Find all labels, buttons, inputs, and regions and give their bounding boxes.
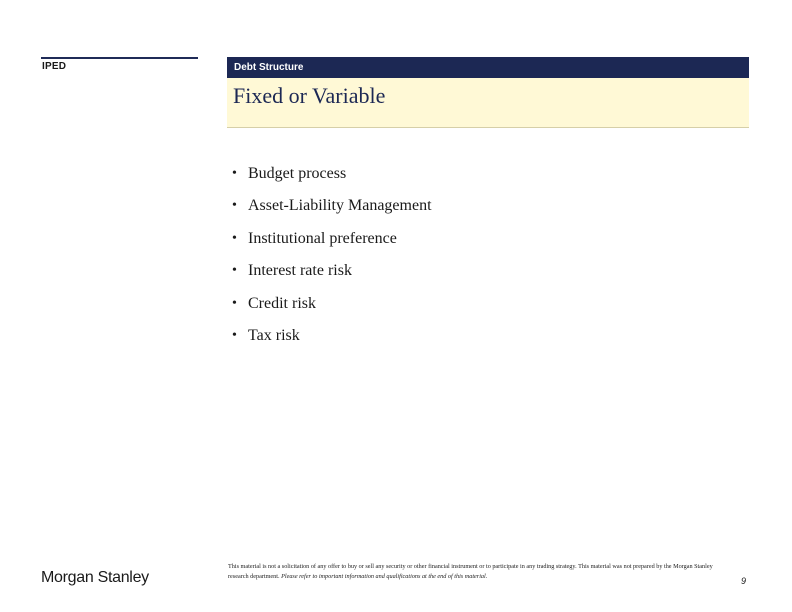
title-panel bbox=[227, 78, 749, 128]
bullet-icon: • bbox=[232, 295, 237, 311]
bullet-text: Budget process bbox=[248, 165, 347, 182]
bullet-text: Tax risk bbox=[248, 326, 300, 344]
bullet-text: Interest rate risk bbox=[248, 262, 352, 280]
bullet-list bbox=[232, 162, 432, 356]
bullet-text: Credit risk bbox=[248, 294, 316, 312]
disclaimer-text: This material is not a solicitation of any offer to buy or sell any security or other financial instrument or to participate in any trading strategy. This material was not prepared by the Morgan Stanley research department. bbox=[228, 563, 713, 580]
bullet-icon: • bbox=[232, 198, 237, 214]
bullet-item bbox=[232, 259, 432, 291]
section-bar: Debt Structure bbox=[227, 57, 749, 78]
bullet-icon: • bbox=[232, 166, 237, 181]
bullet-item bbox=[232, 227, 432, 259]
page-number: 9 bbox=[741, 576, 747, 586]
header-rule bbox=[41, 57, 198, 59]
disclaimer bbox=[228, 562, 718, 582]
disclaimer-reference: Please refer to important information and qualifications at the end of this material. bbox=[281, 573, 488, 580]
bullet-item bbox=[232, 292, 432, 324]
bullet-item bbox=[232, 194, 432, 226]
department-label: IPED bbox=[42, 61, 67, 72]
bullet-item bbox=[232, 324, 432, 356]
bullet-text: Asset-Liability Management bbox=[248, 197, 432, 215]
company-logo: Morgan Stanley bbox=[41, 569, 149, 586]
bullet-text: Institutional preference bbox=[248, 229, 397, 247]
bullet-icon: • bbox=[232, 263, 237, 279]
page-title: Fixed or Variable bbox=[233, 83, 386, 108]
bullet-item bbox=[232, 162, 432, 194]
bullet-icon: • bbox=[232, 230, 237, 246]
bullet-icon: • bbox=[232, 327, 237, 343]
